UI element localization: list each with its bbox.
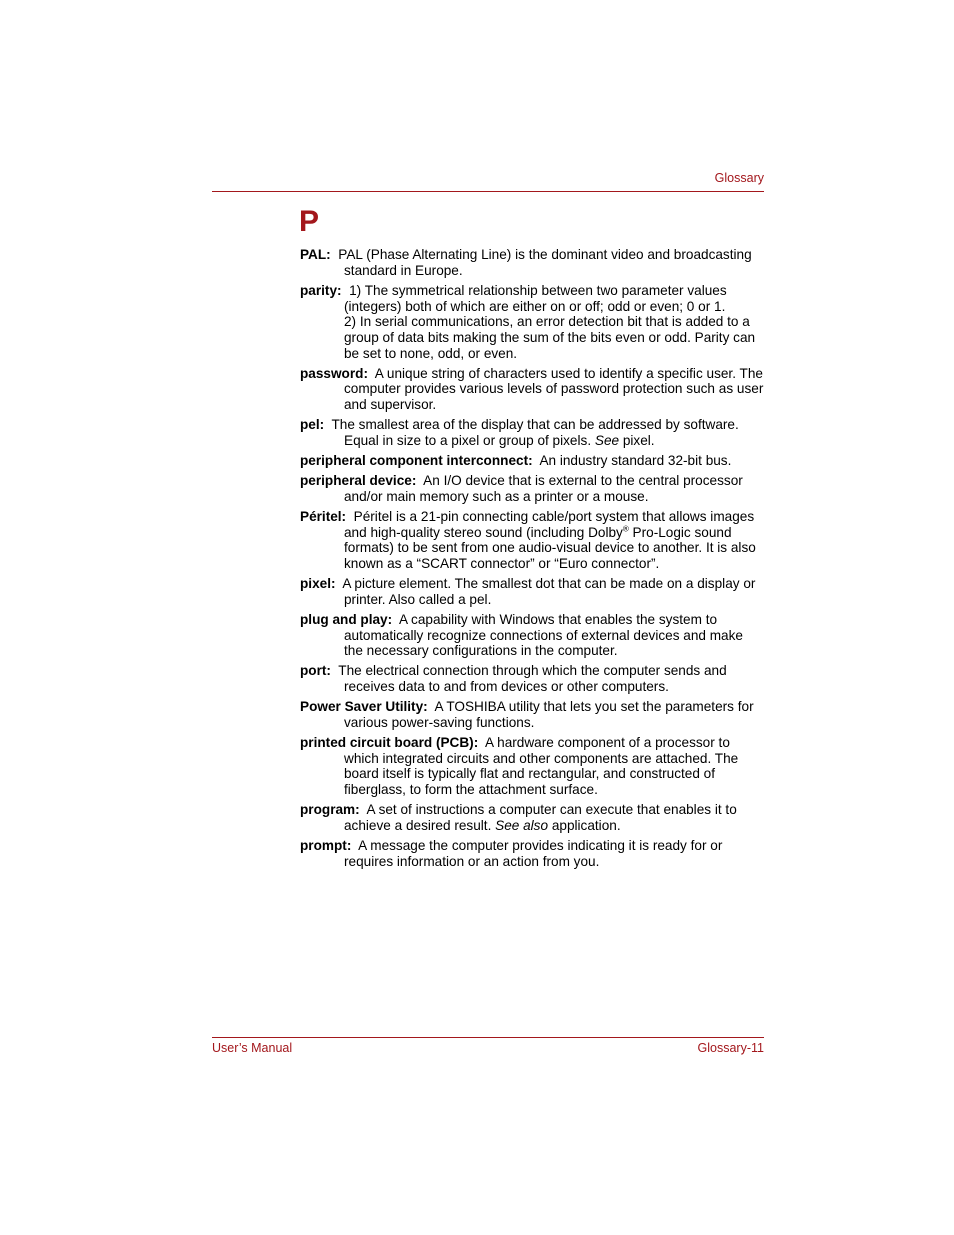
glossary-entry-parity	[300, 283, 765, 362]
entry-definition-continued: 2) In serial communications, an error detection bit that is added to a group of data bits making the sum of the bits even or odd. Parity can be set to none, odd, or even.	[344, 314, 756, 361]
entry-term: password:	[300, 365, 368, 381]
entry-term: peripheral device:	[300, 473, 417, 489]
glossary-entry-pixel	[300, 576, 765, 607]
glossary-entry-port	[300, 663, 765, 694]
entry-definition: A hardware component of a processor to which integrated circuits and other components are attached. The board itself is typically flat and rectangular, and constructed of fiberglass, to form the attachment surface.	[344, 734, 739, 798]
entry-term: plug and play:	[300, 611, 393, 627]
entry-definition: PAL (Phase Alternating Line) is the dominant video and broadcasting standard in Europe.	[338, 247, 752, 278]
section-letter: P	[299, 205, 320, 238]
glossary-entry-program	[300, 802, 765, 833]
glossary-entry-power-saver-utility	[300, 699, 765, 730]
entry-term: printed circuit board (PCB):	[300, 734, 479, 750]
glossary-entry-plug-and-play	[300, 612, 765, 659]
entry-definition: A set of instructions a computer can execute that enables it to achieve a desired result.	[344, 802, 737, 833]
entry-definition: A unique string of characters used to identify a specific user. The computer provides various levels of password protection such as user and supervisor.	[344, 365, 764, 413]
entry-definition: Péritel is a 21-pin connecting cable/port system that allows images and high-quality stereo sound (including Dolby	[344, 508, 755, 540]
running-header: Glossary	[714, 171, 764, 185]
see-reference: See also	[495, 817, 549, 833]
footer-manual-title: User’s Manual	[212, 1041, 293, 1055]
entry-term: prompt:	[300, 837, 352, 853]
glossary-entries	[300, 247, 765, 874]
glossary-entry-pci	[300, 453, 765, 469]
entry-definition: The smallest area of the display that can be addressed by software. Equal in size to a pixel or group of pixels.	[331, 417, 739, 448]
glossary-entry-peripheral-device	[300, 473, 765, 504]
entry-definition: 1) The symmetrical relationship between two parameter values (integers) both of which are either on or off; odd or even; 0 or 1.	[344, 282, 727, 314]
entry-term: program:	[300, 802, 360, 818]
entry-term: PAL:	[300, 247, 331, 262]
header-rule	[212, 191, 764, 192]
see-reference: See	[594, 432, 620, 448]
entry-term: peripheral component interconnect:	[300, 453, 533, 468]
entry-definition: A picture element. The smallest dot that can be made on a display or printer. Also called a pel.	[342, 576, 756, 607]
entry-term: port:	[300, 663, 331, 679]
see-target: application.	[551, 817, 621, 833]
entry-definition: The electrical connection through which the computer sends and receives data to and from devices or other computers.	[338, 663, 727, 695]
entry-term: Péritel:	[300, 508, 347, 524]
glossary-entry-pcb	[300, 735, 765, 798]
entry-term: Power Saver Utility:	[300, 699, 428, 715]
glossary-entry-password	[300, 366, 765, 413]
entry-definition-continued: Pro-Logic sound formats) to be sent from one audio-visual device to another. It is also known as a “SCART connector” or “Euro connector”.	[344, 524, 756, 571]
glossary-entry-peritel	[300, 509, 765, 572]
entry-definition: A TOSHIBA utility that lets you set the parameters for various power-saving functions.	[344, 699, 754, 730]
glossary-entry-pel	[300, 417, 765, 448]
entry-definition: An industry standard 32-bit bus.	[539, 453, 732, 468]
see-target: pixel.	[622, 432, 655, 448]
footer-rule	[212, 1037, 764, 1038]
entry-term: pel:	[300, 417, 325, 433]
entry-term: parity:	[300, 282, 342, 298]
registered-mark: ®	[622, 524, 629, 534]
page-number: Glossary-11	[697, 1041, 764, 1055]
entry-definition: A capability with Windows that enables the system to automatically recognize connections of external devices and make the necessary configurations in the computer.	[344, 611, 743, 659]
entry-term: pixel:	[300, 576, 336, 592]
entry-definition: A message the computer provides indicating it is ready for or requires information or an action from you.	[344, 837, 723, 869]
entry-definition: An I/O device that is external to the central processor and/or main memory such as a printer or a mouse.	[344, 473, 743, 504]
glossary-entry-pal	[300, 247, 765, 278]
glossary-entry-prompt	[300, 838, 765, 869]
